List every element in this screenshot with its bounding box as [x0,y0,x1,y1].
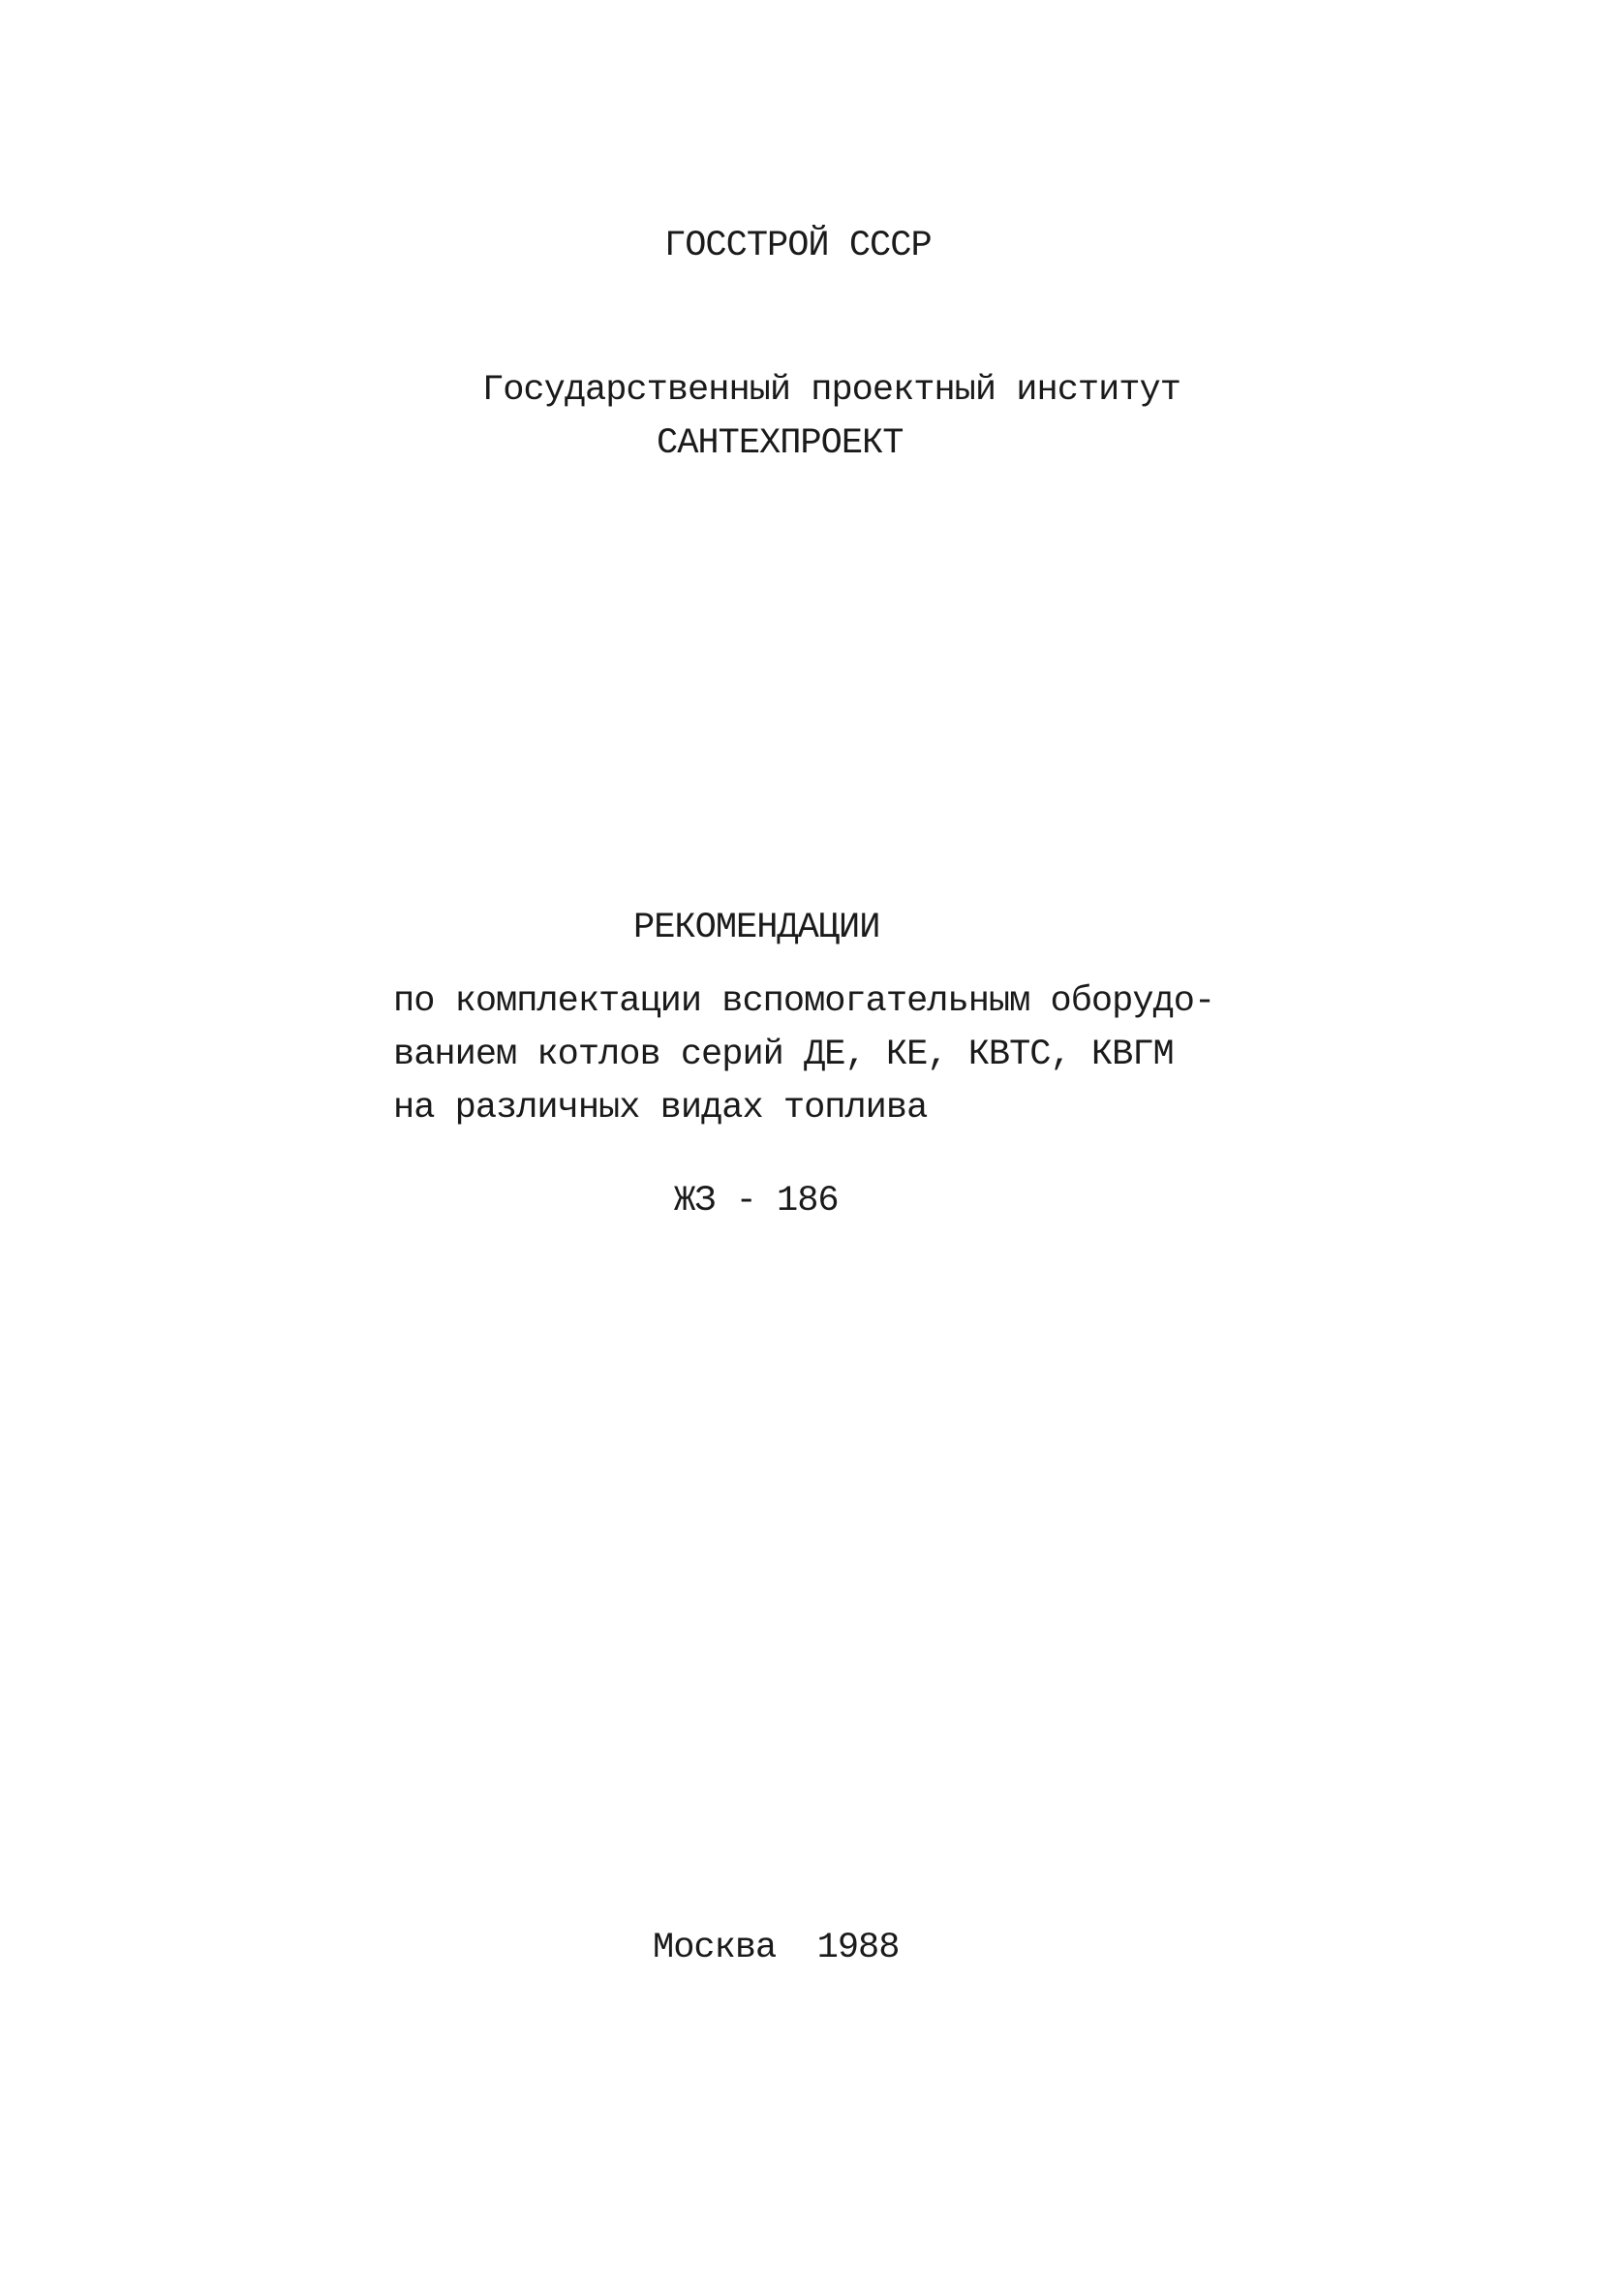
document-title: РЕКОМЕНДАЦИИ [633,908,880,948]
organization-name: ГОССТРОЙ СССР [664,226,932,266]
subtitle-line: на различных видах топлива [393,1088,928,1129]
subtitle-line: ванием котлов серий ДЕ, КЕ, КВТС, КВГМ [393,1035,1174,1075]
institute-acronym: САНТЕХПРОЕКТ [657,423,904,464]
institute-name: Государственный проектный институт [482,370,1180,411]
place-and-year: Москва 1988 [653,1928,900,1968]
subtitle-line: по комплектации вспомогательным оборудо- [393,981,1215,1022]
document-number: ЖЗ - 186 [674,1181,839,1222]
